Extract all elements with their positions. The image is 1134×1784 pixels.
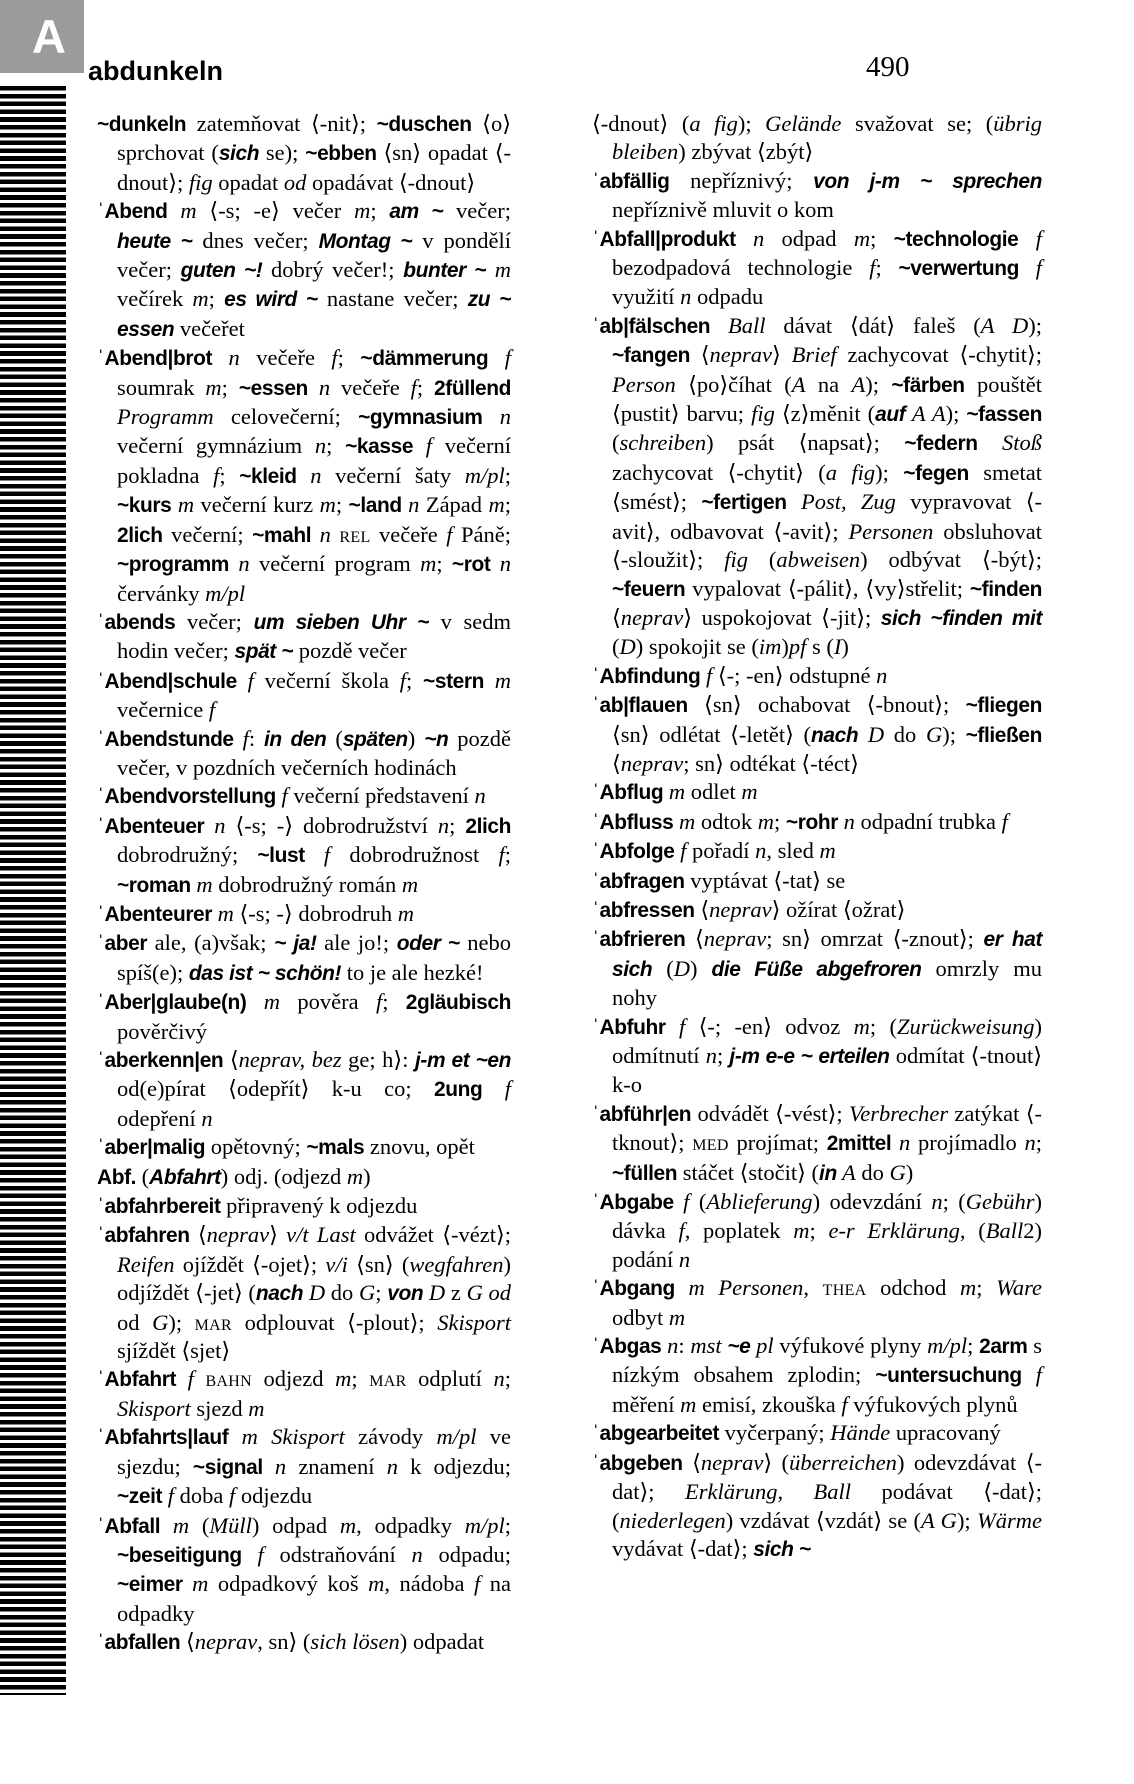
dictionary-entry: ˈabfahren ⟨neprav⟩ v/t Last odvážet ⟨-vézt⟩; Reifen ojíždět ⟨-ojet⟩; v/i ⟨sn⟩ (wegfahren) odjíždět ⟨-jet⟩ (nach D do G; von D z G od od G); mar odplouvat ⟨-plout⟩; Skisport sjíždět ⟨sjet⟩: [97, 1222, 512, 1364]
dictionary-entry: ˈAbendvorstellung f večerní představení n: [97, 783, 486, 809]
dictionary-entry: ˈabfällig nepříznivý; von j-m ~ sprechen nepříznivě mluvit o kom: [592, 167, 1042, 223]
dictionary-entry: ˈabfressen ⟨neprav⟩ ožírat ⟨ožrat⟩: [592, 896, 906, 922]
dictionary-entry: ˈabfahrbereit připravený k odjezdu: [97, 1193, 418, 1219]
dictionary-entry: ˈAbfuhr f ⟨-; -en⟩ odvoz m; (Zurückweisung) odmítnutí n; j-m e-e ~ erteilen odmítat ⟨-tnout⟩ k-o: [592, 1013, 1042, 1098]
letter-tab: [0, 0, 84, 73]
dictionary-entry: ˈAbgang m Personen, thea odchod m; Ware odbyt m: [592, 1275, 1042, 1330]
dictionary-entry: ˈabgearbeitet vyčerpaný; Hände upracovaný: [592, 1420, 1001, 1446]
dictionary-column-left: [97, 110, 511, 1658]
guide-word: abdunkeln: [88, 56, 224, 86]
thumb-index-stripes: [0, 86, 66, 1695]
dictionary-entry: ˈabgeben ⟨neprav⟩ (überreichen) odevzdávat ⟨-dat⟩; Erklärung, Ball podávat ⟨-dat⟩; (niederlegen) vzdávat ⟨vzdát⟩ se (A G); Wärme vydávat ⟨-dat⟩; sich ~: [592, 1449, 1042, 1561]
dictionary-entry: ˈAbend|schule f večerní škola f; ~stern m večernice f: [97, 667, 511, 723]
dictionary-column-right: [592, 110, 1042, 1564]
dictionary-entry: ˈAbfall m (Müll) odpad m, odpadky m/pl; ~beseitigung f odstraňování n odpadu; ~eimer m odpadkový koš m, nádoba f na odpadky: [97, 1512, 512, 1626]
dictionary-entry: ˈaberkenn|en ⟨neprav, bez ge; h⟩: j-m et ~en od(e)pírat ⟨odepřít⟩ k-u co; 2ung f odepření n: [97, 1047, 511, 1131]
dictionary-entry: ˈabends večer; um sieben Uhr ~ v sedm hodin večer; spät ~ pozdě večer: [97, 608, 511, 664]
dictionary-entry: ˈAbflug m odlet m: [592, 779, 758, 805]
dictionary-entry: ˈAbendstunde f: in den (späten) ~n pozdě večer, v pozdních večerních hodinách: [97, 725, 511, 780]
dictionary-entry: ˈAbfahrts|lauf m Skisport závody m/pl ve sjezdu; ~signal n znamení n k odjezdu; ~zeit f doba f odjezdu: [97, 1424, 512, 1509]
dictionary-entry: ˈabfrieren ⟨neprav; sn⟩ omrzat ⟨-znout⟩; er hat sich (D) die Füße abgefroren omrzly mu nohy: [592, 926, 1043, 1011]
dictionary-entry: ˈab|flauen ⟨sn⟩ ochabovat ⟨-bnout⟩; ~fliegen ⟨sn⟩ odlétat ⟨-letět⟩ (nach D do G); ~fließen ⟨neprav; sn⟩ odtékat ⟨-téct⟩: [592, 692, 1042, 776]
dictionary-entry: ˈAbend|brot n večeře f; ~dämmerung f soumrak m; ~essen n večeře f; 2füllend Programm celovečerní; ~gymnasium n večerní gymnázium n; ~kasse f večerní pokladna f; ~kleid n večerní šaty m/pl; ~kurs m večerní kurz m; ~land n Západ m; 2lich večerní; ~mahl n rel večeře f Páně; ~programm n večerní program m; ~rot n červánky m/pl: [97, 345, 512, 606]
dictionary-entry: ˈabführ|en odvádět ⟨-vést⟩; Verbrecher zatýkat ⟨-tknout⟩; med projímat; 2mittel n projímadlo n; ~füllen stáčet ⟨stočit⟩ (in A do G): [592, 1100, 1042, 1185]
dictionary-entry: ⟨-dnout⟩ (a fig); Gelände svažovat se; (übrig bleiben) zbývat ⟨zbýt⟩: [592, 111, 1042, 165]
dictionary-entry: ˈAber|glaube(n) m pověra f; 2gläubisch pověrčivý: [97, 989, 512, 1044]
dictionary-entry: ˈAbgas n: mst ~e pl výfukové plyny m/pl; 2arm s nízkým obsahem zplodin; ~untersuchung f měření m emisí, zkouška f výfukových plynů: [592, 1333, 1042, 1417]
dictionary-entry: ˈAbend m ⟨-s; -e⟩ večer m; am ~ večer; heute ~ dnes večer; Montag ~ v pondělí večer; guten ~! dobrý večer!; bunter ~ m večírek m; es wird ~ nastane večer; zu ~ essen večeřet: [97, 198, 511, 341]
dictionary-entry: ˈab|fälschen Ball dávat ⟨dát⟩ faleš (A D); ~fangen ⟨neprav⟩ Brief zachycovat ⟨-chytit⟩; Person ⟨po⟩číhat (A na A); ~färben pouštět ⟨pustit⟩ barvu; fig ⟨z⟩měnit (auf A A); ~fassen (schreiben) psát ⟨napsat⟩; ~federn Stoß zachycovat ⟨-chytit⟩ (a fig); ~fegen smetat ⟨smést⟩; ~fertigen Post, Zug vypravovat ⟨-avit⟩, odbavovat ⟨-avit⟩; Personen obsluhovat ⟨-sloužit⟩; fig (abweisen) odbývat ⟨-být⟩; ~feuern vypalovat ⟨-pálit⟩, ⟨vy⟩střelit; ~finden ⟨neprav⟩ uspokojovat ⟨-jit⟩; sich ~finden mit (D) spokojit se (im)pf s (I): [592, 312, 1043, 660]
dictionary-entry: ˈaber|malig opětovný; ~mals znovu, opět: [97, 1134, 475, 1160]
dictionary-entry: ˈabfallen ⟨neprav, sn⟩ (sich lösen) odpadat: [97, 1629, 485, 1655]
dictionary-entry: ˈAbgabe f (Ablieferung) odevzdání n; (Gebühr) dávka f, poplatek m; e-r Erklärung, (Ball2) podání n: [592, 1189, 1042, 1272]
dictionary-entry: ˈAbfall|produkt n odpad m; ~technologie f bezodpadová technologie f; ~verwertung f využití n odpadu: [592, 225, 1042, 310]
dictionary-entry: ˈAbfahrt f bahn odjezd m; mar odplutí n; Skisport sjezd m: [97, 1366, 511, 1421]
dictionary-entry: ~dunkeln zatemňovat ⟨-nit⟩; ~duschen ⟨o⟩sprchovat (sich se); ~ebben ⟨sn⟩ opadat ⟨-dnout⟩; fig opadat od opadávat ⟨-dnout⟩: [97, 111, 512, 195]
dictionary-entry: ˈAbenteuer n ⟨-s; -⟩ dobrodružství n; 2lich dobrodružný; ~lust f dobrodružnost f; ~roman m dobrodružný román m: [97, 812, 512, 897]
dictionary-entry: ˈAbfolge f pořadí n, sled m: [592, 838, 836, 864]
dictionary-entry: ˈAbenteurer m ⟨-s; -⟩ dobrodruh m: [97, 900, 414, 926]
dictionary-entry: ˈAbfindung f ⟨-; -en⟩ odstupné n: [592, 662, 888, 688]
page-number: 490: [866, 51, 910, 83]
dictionary-entry: ˈAbfluss m odtok m; ~rohr n odpadní trubka f: [592, 808, 1008, 834]
dictionary-entry: Abf. (Abfahrt) odj. (odjezd m): [97, 1163, 371, 1189]
dictionary-entry: ˈaber ale, (a)však; ~ ja! ale jo!; oder ~ nebo spíš(e); das ist ~ schön! to je ale hezké!: [97, 930, 511, 985]
letter-tab-label: A: [32, 10, 66, 63]
dictionary-entry: ˈabfragen vyptávat ⟨-tat⟩ se: [592, 867, 846, 893]
